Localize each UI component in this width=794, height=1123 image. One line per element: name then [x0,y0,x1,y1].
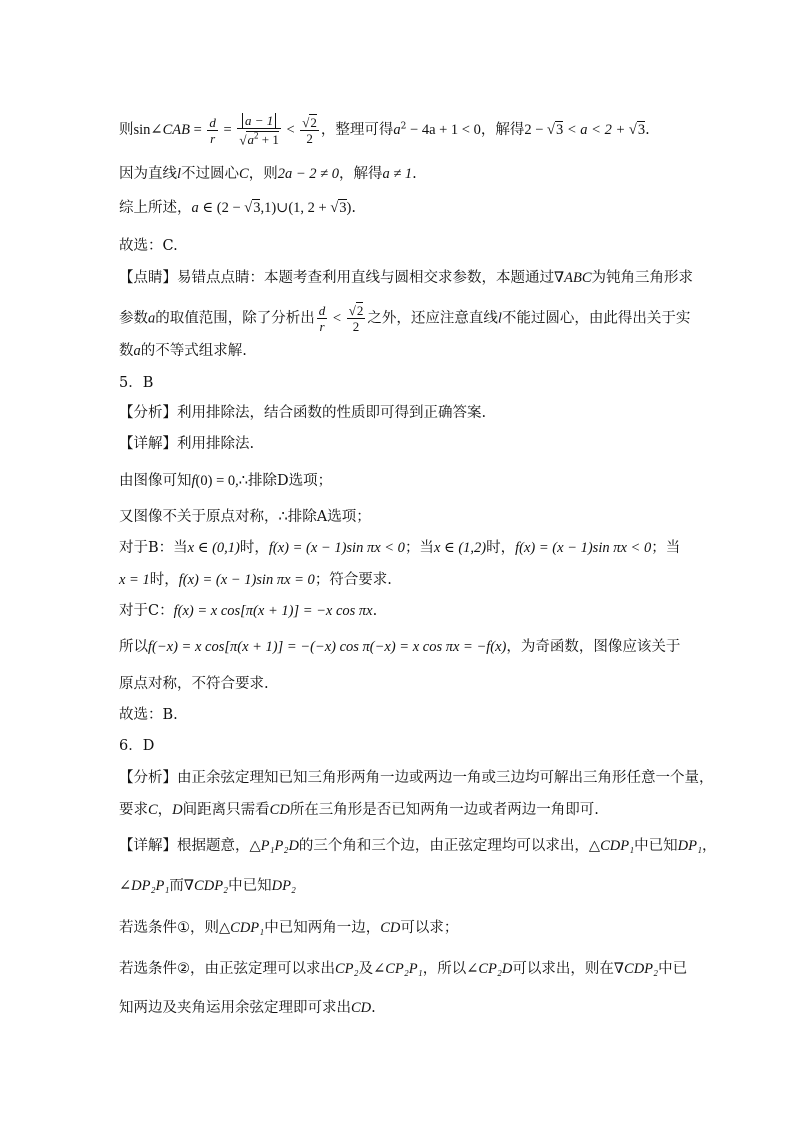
text: 【分析】利用排除法，结合函数的性质即可得到正确答案. [119,405,487,421]
text: 【点睛】易错点点睛：本题考查利用直线与圆相交求参数，本题通过 [119,270,554,286]
math: √3 [547,122,564,139]
math: a [247,132,254,148]
math: = [189,122,206,139]
circled-number: ② [177,961,190,977]
math: 2 [310,114,317,130]
math: − 4a + 1 < 0 [406,122,481,139]
fraction-abs-over-sqrt [237,113,280,147]
solution-line-20 [119,767,734,789]
denominator: $√a^2 + 1$ [239,131,279,148]
solution-line-1 [119,113,734,147]
solution-line-7 [119,340,734,362]
math: 2 − [524,122,548,139]
text: ，所以 [422,961,467,977]
text: 【详解】根据题意， [119,838,250,854]
math: < [282,122,299,139]
solution-line-24 [119,917,734,939]
solution-line-26 [119,997,734,1019]
circled-number: ① [177,920,190,936]
math: (2 − [216,200,245,216]
math: (0) = 0,∴ [195,473,248,489]
text: 的不等式组求解. [140,343,247,359]
text: ，解得 [480,122,525,139]
text: 知两边及夹角运用余弦定理即可求出 [119,1000,351,1016]
text: 而 [169,878,184,894]
math: △P₁P₂D [249,838,299,854]
text: 所以 [119,639,148,655]
text: 若选条件 [119,920,177,936]
text: ，则 [190,920,219,936]
exponent: 2 [253,131,259,141]
math: a ∈ [191,200,217,216]
solution-line-16 [119,636,734,658]
text: 的三个角和三个边，由正弦定理均可以求出， [298,838,589,854]
text: 中已知两角一边， [264,920,381,936]
numerator: √2 [348,303,364,318]
numerator: d [318,303,326,318]
math: CAB [162,122,190,139]
math: 3 [253,200,261,216]
denominator: 2 [352,319,360,334]
text: ，整理可得 [320,122,394,139]
solution-line-22 [119,835,734,857]
fraction-d-over-r [317,303,328,334]
math: CD [380,920,401,936]
math: 3 [556,122,564,139]
math: = [219,122,236,139]
text: ；符合要求. [314,572,392,588]
text: 为钝角三角形求 [591,270,694,286]
text: 时， [486,540,516,556]
solution-line-25 [119,958,734,980]
text: 可以求； [400,920,459,936]
text: 故选：B. [119,707,178,723]
math: a ≠ 1 [382,166,413,182]
text: 【分析】由正余弦定理知已知三角形两角一边或两边一角或三边均可解出三角形任意一个量， [119,770,714,786]
math: f(x) = x cos[π(x + 1)] = −x cos πx [173,603,373,619]
text: ，为奇函数，图像应该关于 [506,639,681,655]
math: ) [346,200,352,216]
text: 对于B：当 [119,540,188,556]
solution-line-11 [119,470,734,492]
absolute-value: a − 1 [242,113,276,128]
text: 由图像可知 [119,473,192,489]
text: 对于C： [119,603,174,619]
math: f [191,473,196,489]
math: + 1 [258,132,279,148]
numerator [237,113,280,129]
text: 的取值范围，除了分析出 [155,310,315,327]
text: 参数 [119,310,148,327]
math: ,1)∪(1, 2 + [260,200,331,216]
math: a [393,122,401,139]
math: ∇CDP₂ [613,961,659,977]
solution-line-5 [119,267,734,289]
text: 中已知 [634,838,678,854]
text: ，则 [248,166,278,182]
math: x ∈ (0,1) [187,540,240,556]
math: l [497,310,502,327]
math: △CDP₁ [588,838,635,854]
solution-line-18 [119,704,734,726]
math: f(x) = (x − 1)sin πx = 0 [178,572,315,588]
math: a [133,343,141,359]
text: 因为直线 [119,166,177,182]
math: D [172,802,183,818]
solution-line-15 [119,600,734,622]
math: < [329,310,345,327]
solution-line-9 [119,402,734,424]
solution-line-13 [119,537,734,559]
math: f(x) = (x − 1)sin πx < 0 [268,540,405,556]
math: C [148,802,158,818]
text: 之外，还应注意直线 [367,310,498,327]
math: √3 [628,122,646,139]
fraction-sqrt2-over-2 [347,303,366,334]
text: 中已 [658,961,688,977]
math: a [148,310,156,327]
math: ∇ABC [554,270,592,286]
math: 2a − 2 ≠ 0 [277,166,339,182]
solution-line-3 [119,197,734,219]
math: < a < 2 + [563,122,629,139]
math: CP₂ [335,961,359,977]
text: 时， [149,572,179,588]
text: ， [702,838,717,854]
math: ∇CDP₂ [183,878,229,894]
text: 原点对称，不符合要求. [119,676,269,692]
math: 3 [637,122,646,139]
text: . [412,166,417,182]
solution-line-19 [119,735,734,757]
solution-line-21 [119,799,734,821]
numerator: √2 [302,114,317,130]
math: C [239,166,249,182]
text: 排除D选项； [247,473,333,489]
text: 若选条件 [119,961,177,977]
solution-line-23 [119,875,734,897]
denominator: 2 [306,130,313,146]
solution-line-14 [119,569,734,591]
question-number: 5．B [119,375,154,391]
text: 中已知 [228,878,272,894]
solution-line-10 [119,433,734,455]
math: f(x) = (x − 1)sin πx < 0 [515,540,652,556]
text: 数 [119,343,134,359]
fraction-sqrt2-over-2 [300,115,319,146]
text: 则 [119,122,134,139]
text: 故选：C. [119,238,178,254]
text: 不过圆心 [181,166,240,182]
text: . [371,1000,376,1016]
math: 3 [339,200,347,216]
math: ∠CP₂P₁ [373,961,423,977]
text: 所在三角形是否已知两角一边或者两边一角即可. [289,802,599,818]
math: f(−x) = x cos[π(x + 1)] = −(−x) cos π(−x) = x cos πx = −f(x) [148,639,507,655]
math: 2 [356,303,364,318]
text: ，解得 [338,166,383,182]
question-number: 6．D [119,738,155,754]
math: x = 1 [119,572,150,588]
text: ，由正弦定理可以求出 [190,961,335,977]
text: 及 [358,961,374,977]
math: DP₁ [677,838,702,854]
numerator: d [209,114,216,130]
denominator: r [210,130,216,146]
text: 要求 [119,802,148,818]
text: 间距离只需看 [182,802,270,818]
math: ∠DP₂P₁ [119,878,170,894]
math: sin∠ [133,122,163,139]
solution-line-8 [119,372,734,394]
text: 不能过圆心，由此得出关于实 [501,310,691,327]
solution-line-4 [119,235,734,257]
text: . [372,603,378,619]
text: 综上所述， [119,200,192,216]
math: DP₂ [271,878,296,894]
math: √3 [330,200,347,216]
solution-line-6 [119,303,734,334]
text: 可以求出，则在 [512,961,614,977]
fraction-d-over-r [207,115,218,146]
math: CD [351,1000,372,1016]
math: x ∈ (1,2) [433,540,487,556]
text: . [351,200,356,216]
text: 又图像不关于原点对称， [119,509,279,525]
text: . [645,122,650,139]
math: CD [269,802,290,818]
math: △CDP₁ [219,920,265,936]
text: ， [157,802,173,818]
solution-line-2 [119,163,734,185]
solution-line-17 [119,673,734,695]
math: ∴ [278,509,288,525]
exponent: 2 [400,121,407,132]
denominator: r [319,319,325,334]
text: ；当 [651,540,681,556]
text: ；当 [404,540,434,556]
math: ∠CP₂D [466,961,513,977]
text: 时， [239,540,269,556]
math: √3 [244,200,261,216]
text: 【详解】利用排除法. [119,436,255,452]
text: 排除A选项； [287,509,371,525]
math: l [177,166,182,182]
solution-line-12 [119,506,734,528]
